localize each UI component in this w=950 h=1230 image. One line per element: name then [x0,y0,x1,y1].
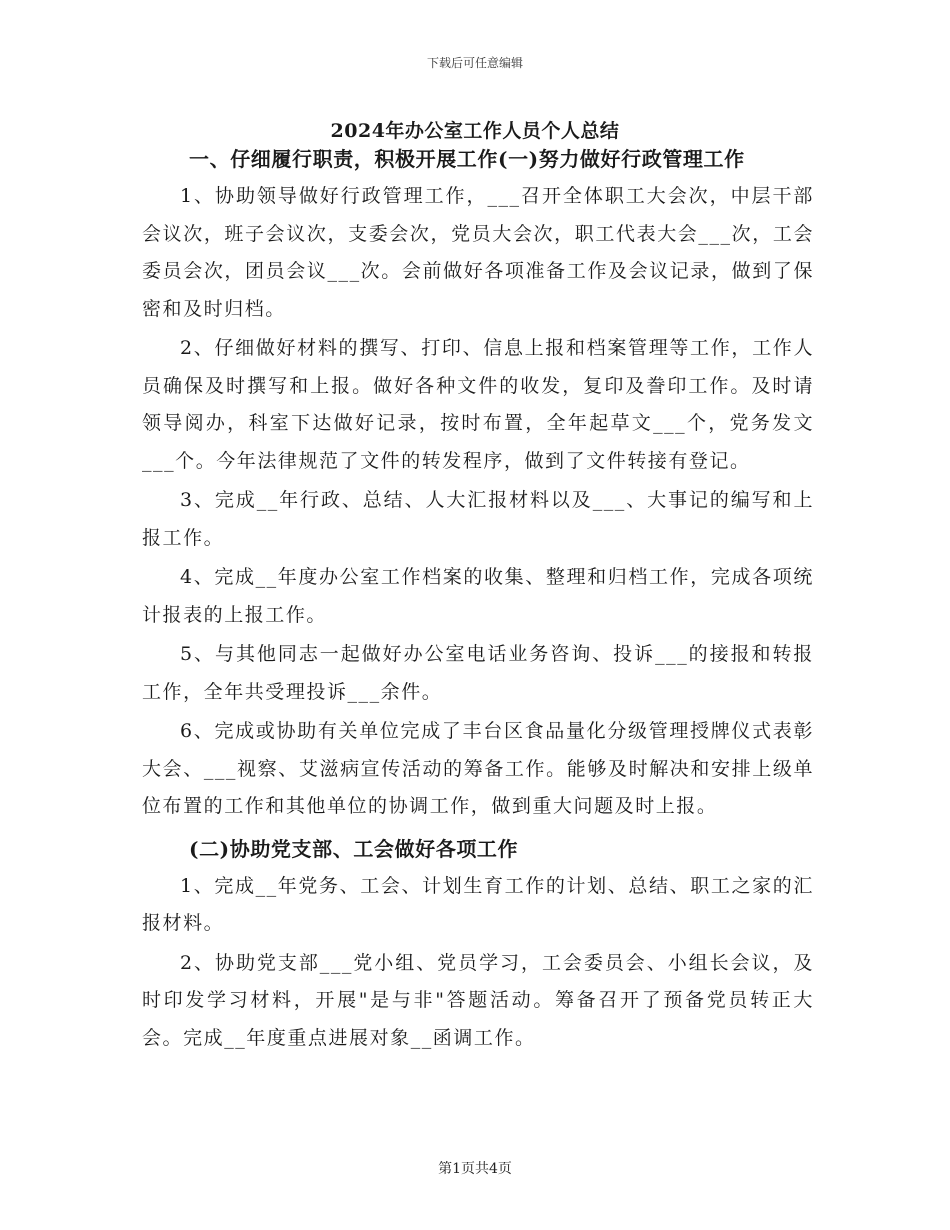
section-heading-2: (二)协助党支部、工会做好各项工作 [189,836,519,861]
paragraph: 2、仔细做好材料的撰写、打印、信息上报和档案管理等工作，工作人员确保及时撰写和上报。做好各种文件的收发，复印及誊印工作。及时请领导阅办，科室下达做好记录，按时布置，全年起草文___个，党务发文___个。今年法律规范了文件的转发程序，做到了文件转接有登记。 [142,337,814,472]
header-note: 下载后可任意编辑 [426,56,523,70]
paragraph: 1、协助领导做好行政管理工作，___召开全体职工大会次，中层干部会议次，班子会议次，支委会次，党员大会次，职工代表大会___次，工会委员会次，团员会议___次。会前做好各项准备工作及会议记录，做到了保密和及时归档。 [142,185,814,320]
paragraph: 3、完成__年行政、总结、人大汇报材料以及___、大事记的编写和上报工作。 [142,489,814,549]
paragraph: 2、协助党支部___党小组、党员学习，工会委员会、小组长会议，及时印发学习材料，开展"是与非"答题活动。筹备召开了预备党员转正大会。完成__年度重点进展对象__函调工作。 [142,951,814,1049]
paragraph: 1、完成__年党务、工会、计划生育工作的计划、总结、职工之家的汇报材料。 [142,874,814,934]
paragraph: 6、完成或协助有关单位完成了丰台区食品量化分级管理授牌仪式表彰大会、___视察、艾滋病宣传活动的筹备工作。能够及时解决和安排上级单位布置的工作和其他单位的协调工作，做到重大问题及时上报。 [142,720,814,817]
section-heading-1: 一、仔细履行职责，积极开展工作(一)努力做好行政管理工作 [189,147,745,171]
document-title: 2024年办公室工作人员个人总结 [330,120,620,142]
document-body [142,140,814,1059]
paragraph: 5、与其他同志一起做好办公室电话业务咨询、投诉___的接报和转报工作，全年共受理投诉___余件。 [142,643,814,703]
paragraph: 4、完成__年度办公室工作档案的收集、整理和归档工作，完成各项统计报表的上报工作。 [142,566,814,626]
page-number-footer: 第1页共4页 [438,1161,512,1177]
